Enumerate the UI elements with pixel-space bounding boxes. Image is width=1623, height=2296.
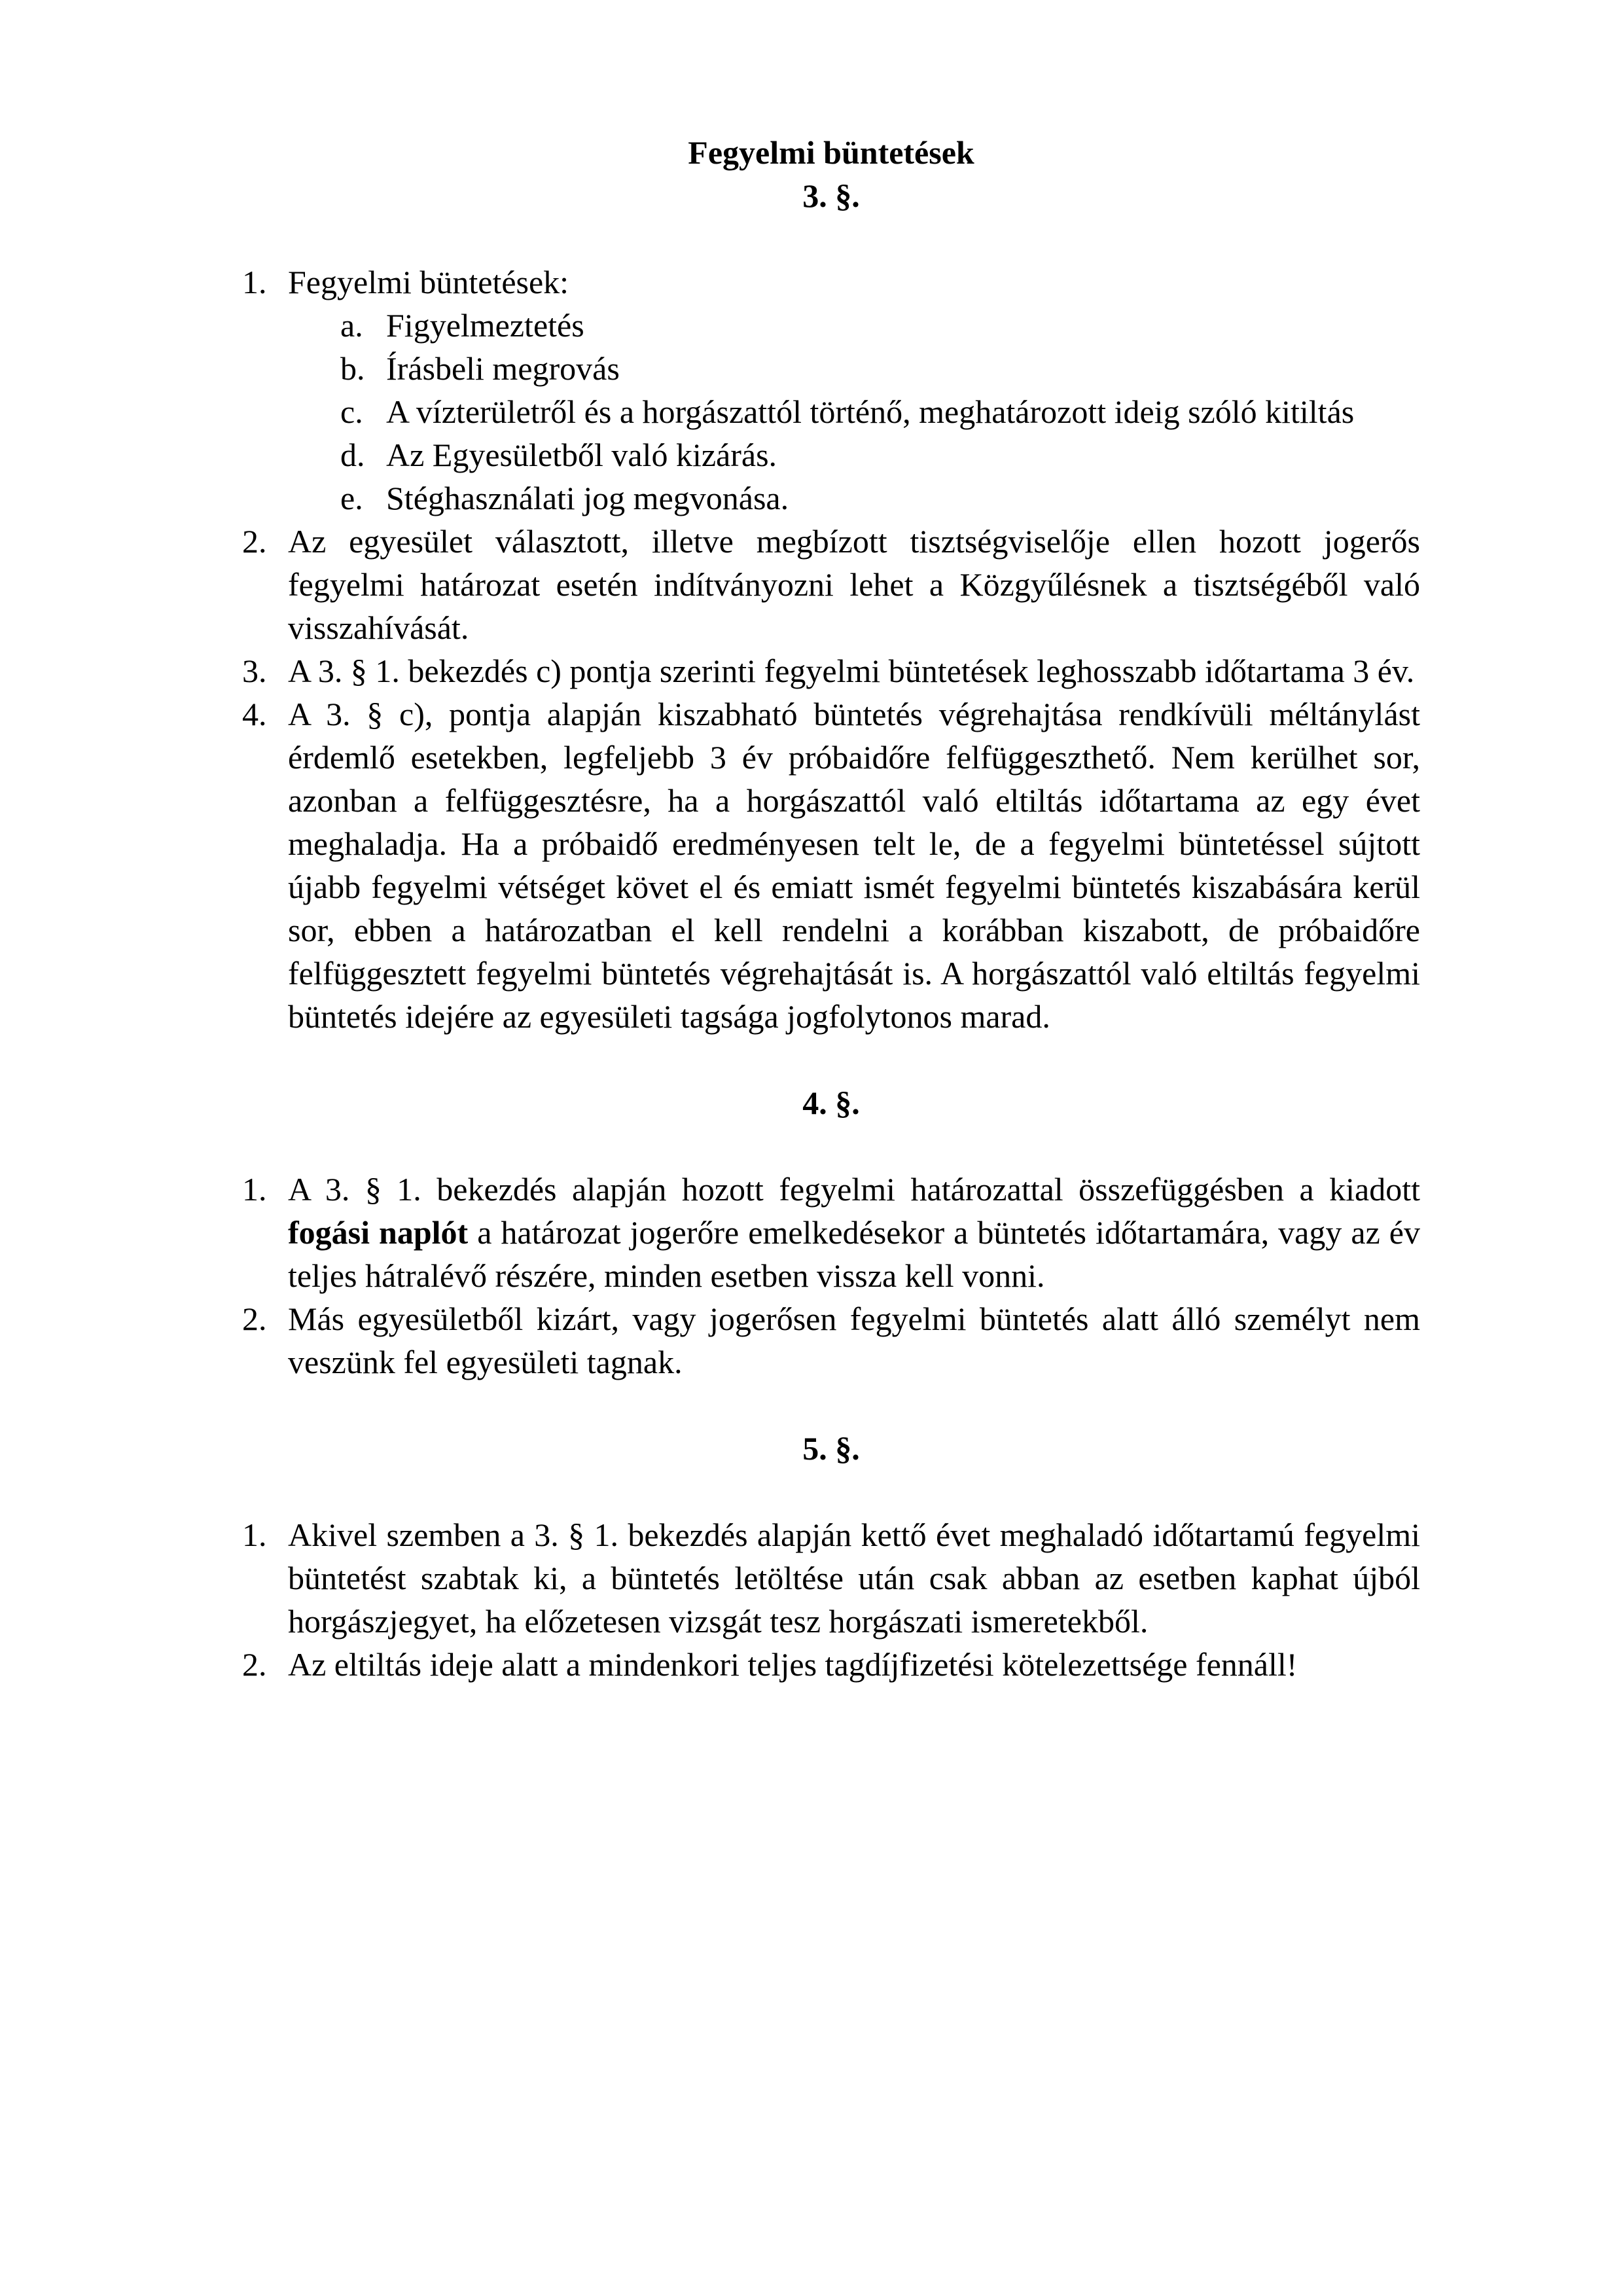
section-5-heading: 5. §. [802, 1430, 860, 1467]
item-text: Az egyesület választott, illetve megbízott tisztségviselője ellen hozott jogerős fegyelmi határozat esetén indítványozni lehet a Közgyűlésnek a tisztségéből való visszahívását. [288, 523, 1420, 646]
section-4-list [242, 1168, 1420, 1384]
item-number: 2. [242, 1300, 267, 1337]
section-3-heading: 3. §. [802, 177, 860, 214]
sublist-item-a [242, 304, 1420, 347]
section-3-item-1 [242, 260, 1420, 304]
spacer [242, 1124, 1420, 1168]
item-text: Akivel szemben a 3. § 1. bekezdés alapján kettő évet meghaladó időtartamú fegyelmi büntetést szabtak ki, a büntetés letöltése után csak abban az esetben kaphat újból horgászjegyet, ha előzetesen vizsgát tesz horgászati ismeretekből. [288, 1516, 1420, 1640]
document-body [242, 131, 1420, 1686]
document-title: Fegyelmi büntetések [688, 134, 974, 171]
item-text: A 3. § c), pontja alapján kiszabható büntetés végrehajtása rendkívüli méltánylást érdemlő esetekben, legfeljebb 3 év próbaidőre felfüggeszthető. Nem kerülhet sor, azonban a felfüggesztésre, ha a horgászattól való eltiltás időtartama az egy évet meghaladja. Ha a próbaidő eredményesen telt le, de a fegyelmi büntetéssel sújtott újabb fegyelmi vétséget követ el és emiatt ismét fegyelmi büntetés kiszabására kerül sor, ebben a határozatban el kell rendelni a korábban kiszabott, de próbaidőre felfüggesztett fegyelmi büntetés végrehajtását is. A horgászattól való eltiltás fegyelmi büntetés idejére az egyesületi tagsága jogfolytonos marad. [288, 696, 1420, 1035]
item-text-before: A 3. § 1. bekezdés alapján hozott fegyelmi határozattal összefüggésben a kiadott [288, 1171, 1420, 1208]
sublist-item-e [242, 476, 1420, 520]
section-3-sublist-wrapper [242, 304, 1420, 520]
item-text: Más egyesületből kizárt, vagy jogerősen fegyelmi büntetés alatt álló személyt nem veszünk fel egyesületi tagnak. [288, 1300, 1420, 1380]
sublist-letter: a. [340, 307, 363, 344]
item-text-bold: fogási naplót [288, 1214, 469, 1251]
section-3-item-4 [242, 692, 1420, 1038]
item-number: 2. [242, 523, 267, 560]
section-3-item-2 [242, 520, 1420, 649]
item-number: 4. [242, 696, 267, 732]
sublist-letter: e. [340, 480, 363, 516]
sublist-letter: c. [340, 393, 363, 430]
section-3-list [242, 260, 1420, 1038]
item-number: 2. [242, 1646, 267, 1683]
sublist-text: Figyelmeztetés [386, 307, 584, 344]
spacer [242, 217, 1420, 260]
section-4-item-2 [242, 1297, 1420, 1384]
item-number: 1. [242, 264, 267, 300]
item-text: A 3. § 1. bekezdés c) pontja szerinti fegyelmi büntetések leghosszabb időtartama 3 év. [288, 653, 1415, 689]
sublist-letter: b. [340, 350, 365, 387]
sublist-item-b [242, 347, 1420, 390]
item-number: 3. [242, 653, 267, 689]
item-number: 1. [242, 1171, 267, 1208]
section-5-list [242, 1513, 1420, 1686]
sublist-text: Stéghasználati jog megvonása. [386, 480, 789, 516]
section-4-item-1 [242, 1168, 1420, 1297]
item-text: Fegyelmi büntetések: [288, 264, 569, 300]
section-3-item-3 [242, 649, 1420, 692]
sublist-letter: d. [340, 437, 365, 473]
sublist-text: Írásbeli megrovás [386, 350, 620, 387]
sublist-item-c [242, 390, 1420, 433]
sublist-item-d [242, 433, 1420, 476]
item-text: Az eltiltás ideje alatt a mindenkori teljes tagdíjfizetési kötelezettsége fennáll! [288, 1646, 1298, 1683]
item-text-after: a határozat jogerőre emelkedésekor a büntetés időtartamára, vagy az év teljes hátralévő részére, minden esetben vissza kell vonni. [288, 1214, 1420, 1294]
section-3-sublist [242, 304, 1420, 520]
section-5-item-1 [242, 1513, 1420, 1643]
section-5-item-2 [242, 1643, 1420, 1686]
section-4-heading: 4. §. [802, 1085, 860, 1121]
spacer [242, 1384, 1420, 1427]
spacer [242, 1470, 1420, 1513]
sublist-text: Az Egyesületből való kizárás. [386, 437, 777, 473]
spacer [242, 1038, 1420, 1081]
item-number: 1. [242, 1516, 267, 1553]
sublist-text: A vízterületről és a horgászattól történő, meghatározott ideig szóló kitiltás [386, 393, 1355, 430]
